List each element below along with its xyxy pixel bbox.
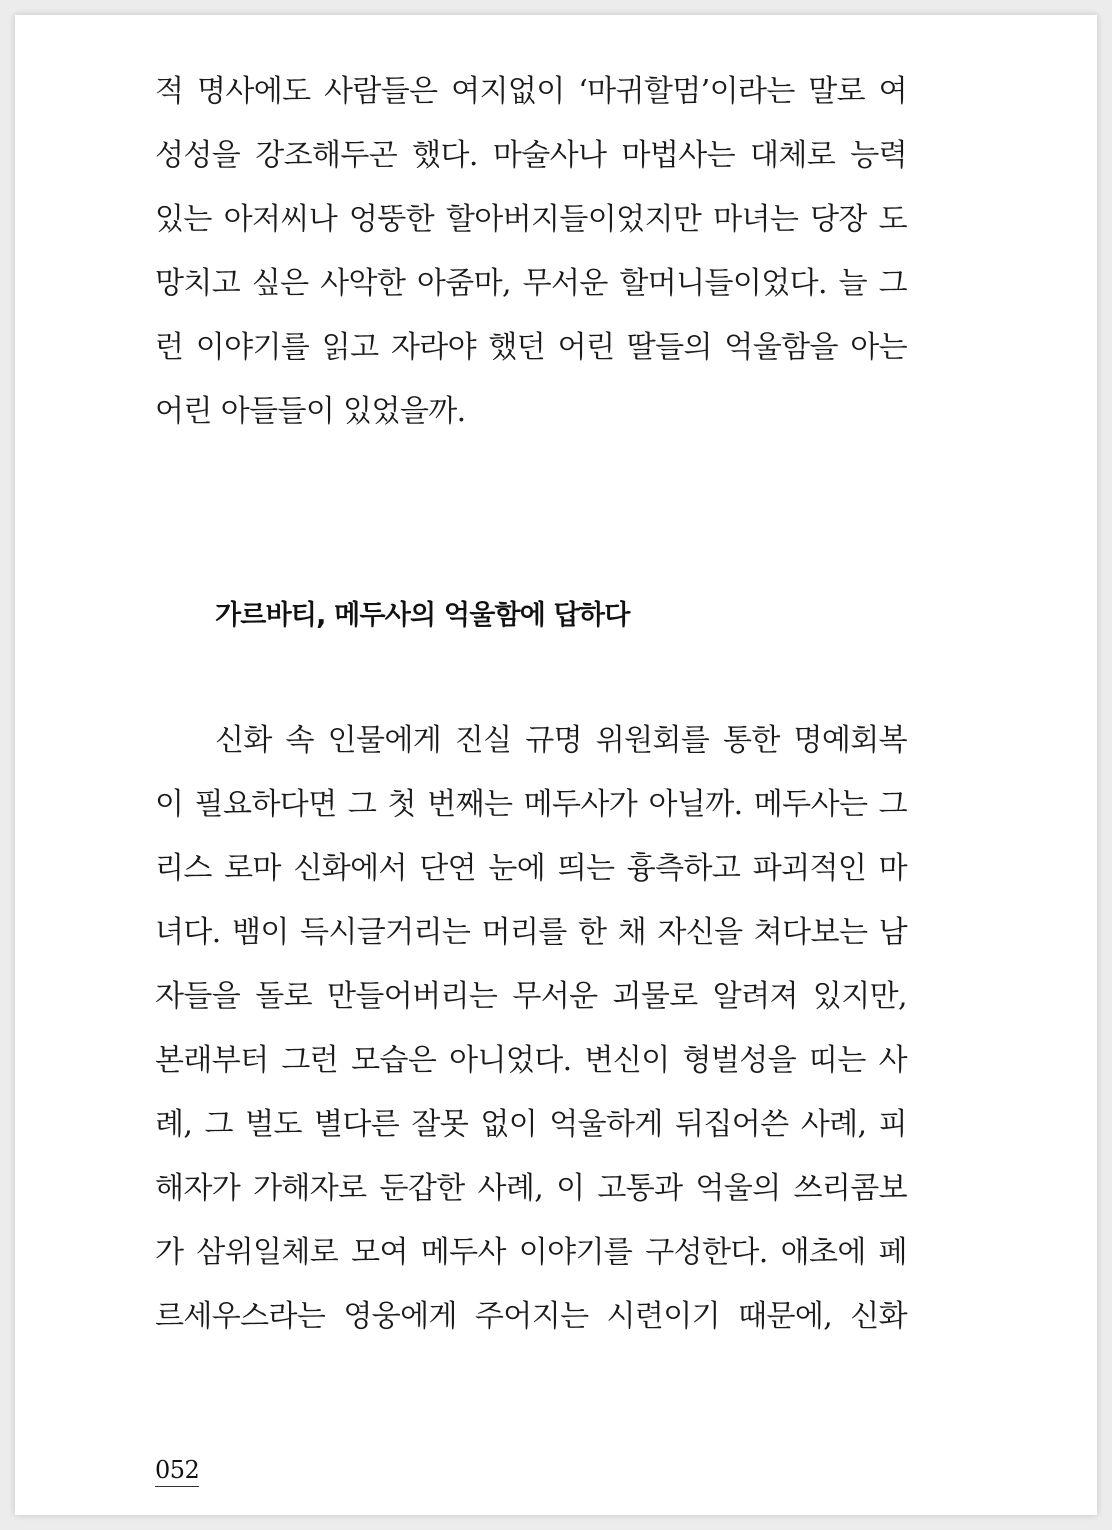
section-heading: 가르바티, 메두사의 억울함에 답하다 — [215, 600, 630, 631]
paragraph-top — [155, 60, 907, 444]
paragraph-line: 있는 아저씨나 엉뚱한 할아버지들이었지만 마녀는 당장 도 — [155, 202, 907, 237]
paragraph-line: 이 필요하다면 그 첫 번째는 메두사가 아닐까. 메두사는 그 — [155, 787, 907, 822]
paragraph-line: 리스 로마 신화에서 단연 눈에 띄는 흉측하고 파괴적인 마 — [155, 851, 907, 886]
paragraph-line: 신화 속 인물에게 진실 규명 위원회를 통한 명예회복 — [215, 723, 907, 758]
page-number: 052 — [155, 1456, 199, 1487]
paragraph-line: 어린 아들들이 있었을까. — [155, 394, 466, 429]
paragraph-line: 런 이야기를 읽고 자라야 했던 어린 딸들의 억울함을 아는 — [155, 330, 907, 365]
book-page — [15, 15, 1097, 1515]
paragraph-line: 성성을 강조해두곤 했다. 마술사나 마법사는 대체로 능력 — [155, 138, 907, 173]
paragraph-line: 망치고 싶은 사악한 아줌마, 무서운 할머니들이었다. 늘 그 — [155, 266, 907, 301]
paragraph-line: 녀다. 뱀이 득시글거리는 머리를 한 채 자신을 쳐다보는 남 — [155, 915, 907, 950]
paragraph-line: 가 삼위일체로 모여 메두사 이야기를 구성한다. 애초에 페 — [155, 1235, 907, 1270]
paragraph-line: 본래부터 그런 모습은 아니었다. 변신이 형벌성을 띠는 사 — [155, 1043, 907, 1078]
paragraph-line: 적 명사에도 사람들은 여지없이 ‘마귀할멈’이라는 말로 여 — [155, 74, 907, 109]
paragraph-line: 해자가 가해자로 둔갑한 사례, 이 고통과 억울의 쓰리콤보 — [155, 1171, 907, 1206]
paragraph-line: 르세우스라는 영웅에게 주어지는 시련이기 때문에, 신화 — [155, 1299, 907, 1334]
paragraph-line: 자들을 돌로 만들어버리는 무서운 괴물로 알려져 있지만, — [155, 979, 907, 1014]
paragraph-bottom — [155, 709, 907, 1349]
paragraph-line: 례, 그 벌도 별다른 잘못 없이 억울하게 뒤집어쓴 사례, 피 — [155, 1107, 907, 1142]
